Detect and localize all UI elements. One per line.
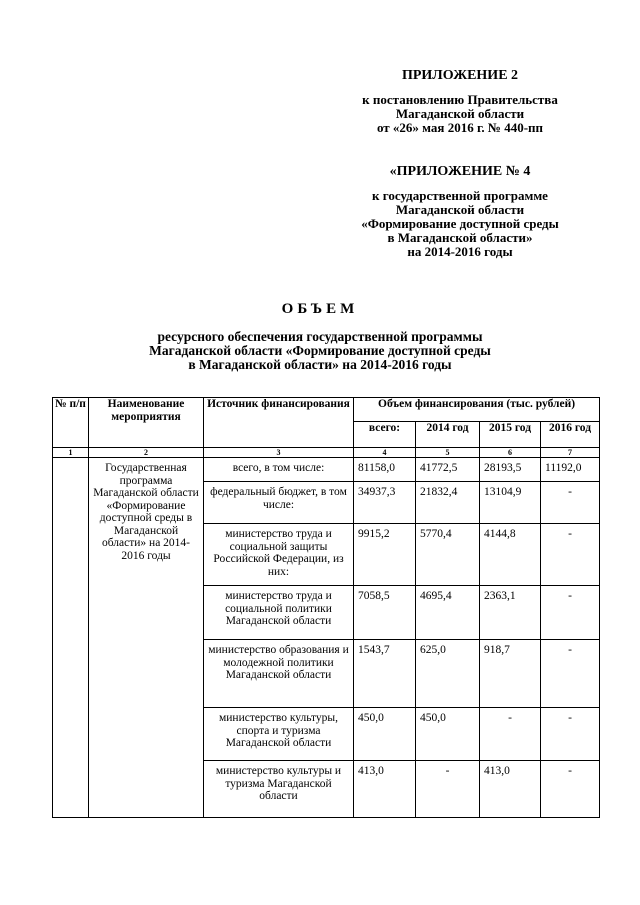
header-2016: 2016 год	[541, 422, 600, 448]
source-cell: всего, в том числе:	[204, 458, 354, 482]
col-num-3: 3	[204, 448, 354, 458]
appendix-4-line2: Магаданской области	[395, 202, 525, 217]
y2015-cell: -	[480, 708, 541, 761]
y2014-cell: 4695,4	[416, 586, 480, 640]
program-name: Государственная программа Магаданской области «Формирование доступной среды в Магаданской области» на 2014-2016 годы	[89, 458, 204, 818]
total-cell: 1543,7	[354, 640, 416, 708]
appendix-2-header	[330, 69, 590, 135]
y2014-cell: 5770,4	[416, 524, 480, 586]
col-num-7: 7	[541, 448, 600, 458]
source-cell: министерство культуры и туризма Магаданской области	[204, 761, 354, 818]
y2014-cell: 41772,5	[416, 458, 480, 482]
y2014-cell: 450,0	[416, 708, 480, 761]
y2015-cell: 4144,8	[480, 524, 541, 586]
y2015-cell: 28193,5	[480, 458, 541, 482]
source-cell: министерство труда и социальной защиты Российской Федерации, из них:	[204, 524, 354, 586]
source-cell: федеральный бюджет, в том числе:	[204, 482, 354, 524]
total-cell: 450,0	[354, 708, 416, 761]
appendix-2-line3: от «26» мая 2016 г. № 440-пп	[376, 120, 544, 135]
header-2014: 2014 год	[416, 422, 480, 448]
y2016-cell: -	[541, 482, 600, 524]
header-name: Наименование мероприятия	[89, 398, 204, 448]
column-number-row	[53, 448, 600, 458]
appendix-4-title: «ПРИЛОЖЕНИЕ № 4	[389, 164, 531, 179]
source-cell: министерство образования и молодежной политики Магаданской области	[204, 640, 354, 708]
y2016-cell: -	[541, 640, 600, 708]
appendix-4-line4: в Магаданской области»	[387, 230, 533, 245]
document-title-main: ОБЪЕМ	[281, 301, 359, 317]
source-cell: министерство культуры, спорта и туризма Магаданской области	[204, 708, 354, 761]
col-num-2: 2	[89, 448, 204, 458]
document-title-line1: ресурсного обеспечения государственной программы	[157, 329, 483, 344]
header-source: Источник финансирования	[204, 398, 354, 448]
y2016-cell: -	[541, 586, 600, 640]
funding-table	[52, 397, 600, 818]
appendix-4-line1: к государственной программе	[372, 188, 548, 203]
row-number-cell	[53, 458, 89, 818]
header-num: № п/п	[53, 398, 89, 448]
total-cell: 7058,5	[354, 586, 416, 640]
y2016-cell: 11192,0	[541, 458, 600, 482]
total-cell: 81158,0	[354, 458, 416, 482]
total-cell: 34937,3	[354, 482, 416, 524]
appendix-2-line1: к постановлению Правительства	[362, 92, 558, 107]
appendix-2-title: ПРИЛОЖЕНИЕ 2	[401, 68, 519, 83]
y2015-cell: 918,7	[480, 640, 541, 708]
col-num-4: 4	[354, 448, 416, 458]
y2016-cell: -	[541, 708, 600, 761]
y2015-cell: 2363,1	[480, 586, 541, 640]
y2016-cell: -	[541, 524, 600, 586]
col-num-6: 6	[480, 448, 541, 458]
y2014-cell: -	[416, 761, 480, 818]
header-volume: Объем финансирования (тыс. рублей)	[354, 398, 600, 422]
col-num-5: 5	[416, 448, 480, 458]
total-cell: 413,0	[354, 761, 416, 818]
y2016-cell: -	[541, 761, 600, 818]
header-total: всего:	[354, 422, 416, 448]
y2014-cell: 625,0	[416, 640, 480, 708]
col-num-1: 1	[53, 448, 89, 458]
y2015-cell: 413,0	[480, 761, 541, 818]
appendix-4-line5: на 2014-2016 годы	[407, 244, 513, 259]
appendix-2-line2: Магаданской области	[395, 106, 525, 121]
appendix-4-line3: «Формирование доступной среды	[361, 216, 559, 231]
appendix-4-header	[330, 165, 590, 259]
source-cell: министерство труда и социальной политики Магаданской области	[204, 586, 354, 640]
table-row	[53, 458, 600, 482]
header-row-1	[53, 398, 600, 422]
total-cell: 9915,2	[354, 524, 416, 586]
document-title-line3: в Магаданской области» на 2014-2016 годы	[188, 357, 452, 372]
header-2015: 2015 год	[480, 422, 541, 448]
document-title	[40, 301, 600, 372]
document-title-line2: Магаданской области «Формирование доступной среды	[149, 343, 491, 358]
y2015-cell: 13104,9	[480, 482, 541, 524]
y2014-cell: 21832,4	[416, 482, 480, 524]
